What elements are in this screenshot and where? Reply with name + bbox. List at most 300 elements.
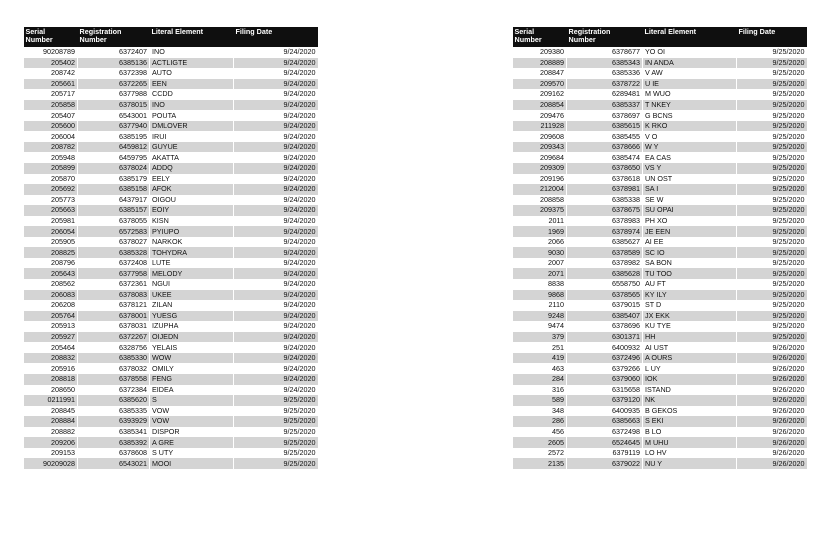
table-row [513, 247, 807, 258]
registration-number-cell: 6379060 [567, 374, 643, 385]
literal-element-cell: FENG [150, 374, 234, 385]
filing-date-cell: 9/24/2020 [234, 47, 318, 58]
literal-element-cell: G BCNS [643, 110, 737, 121]
literal-element-cell: HH [643, 332, 737, 343]
filing-date-cell: 9/25/2020 [737, 247, 807, 258]
filing-date-cell: 9/24/2020 [234, 290, 318, 301]
filing-date-cell: 9/26/2020 [737, 385, 807, 396]
literal-element-cell: EIDEA [150, 385, 234, 396]
registration-number-cell: 6558750 [567, 279, 643, 290]
serial-number-cell: 208858 [513, 195, 567, 206]
literal-element-cell: M WUO [643, 89, 737, 100]
registration-number-cell: 6385136 [78, 58, 150, 69]
registration-number-cell: 6385627 [567, 237, 643, 248]
literal-element-cell: ACTLIGTE [150, 58, 234, 69]
registration-number-cell: 6379120 [567, 395, 643, 406]
serial-number-cell: 209684 [513, 152, 567, 163]
registration-number-cell: 6379022 [567, 458, 643, 469]
literal-element-cell: M UHU [643, 437, 737, 448]
filing-date-cell: 9/24/2020 [234, 152, 318, 163]
literal-element-cell: EELY [150, 174, 234, 185]
literal-element-cell: UN OST [643, 174, 737, 185]
registration-number-cell: 6524645 [567, 437, 643, 448]
filing-date-cell: 9/25/2020 [737, 195, 807, 206]
serial-number-cell: 208854 [513, 100, 567, 111]
literal-element-cell: PH XO [643, 216, 737, 227]
table-row [513, 68, 807, 79]
registration-number-cell: 6378565 [567, 290, 643, 301]
serial-number-cell: 208650 [24, 385, 78, 396]
literal-element-cell: SU OPAI [643, 205, 737, 216]
filing-date-cell: 9/25/2020 [737, 311, 807, 322]
literal-element-cell: EEN [150, 79, 234, 90]
serial-number-cell: 419 [513, 353, 567, 364]
registration-number-cell: 6385157 [78, 205, 150, 216]
table-row [513, 374, 807, 385]
table-row [513, 184, 807, 195]
filing-date-cell: 9/25/2020 [234, 406, 318, 417]
literal-element-cell: YO OI [643, 47, 737, 58]
table-row [513, 427, 807, 438]
literal-element-cell: YUESG [150, 311, 234, 322]
table-row [24, 100, 318, 111]
filing-date-cell: 9/25/2020 [737, 110, 807, 121]
table-row [513, 163, 807, 174]
registration-number-cell: 6378982 [567, 258, 643, 269]
literal-element-cell: B GEKOS [643, 406, 737, 417]
table-row [513, 237, 807, 248]
serial-number-cell: 205661 [24, 79, 78, 90]
registration-number-cell: 6459795 [78, 152, 150, 163]
literal-element-cell: AI UST [643, 342, 737, 353]
serial-number-cell: 205643 [24, 268, 78, 279]
table-row [513, 79, 807, 90]
literal-element-cell: IRUI [150, 131, 234, 142]
table-row [24, 300, 318, 311]
table-row [513, 311, 807, 322]
registration-number-cell: 6379266 [567, 363, 643, 374]
registration-number-cell: 6377988 [78, 89, 150, 100]
table-row [24, 79, 318, 90]
serial-number-cell: 205913 [24, 321, 78, 332]
table-row [513, 448, 807, 459]
table-row [24, 68, 318, 79]
filing-date-cell: 9/24/2020 [234, 174, 318, 185]
serial-number-cell: 209162 [513, 89, 567, 100]
registration-number-cell: 6400932 [567, 342, 643, 353]
filing-date-cell: 9/25/2020 [737, 68, 807, 79]
filing-date-cell: 9/25/2020 [234, 437, 318, 448]
serial-number-cell: 90209028 [24, 458, 78, 469]
serial-number-cell: 206004 [24, 131, 78, 142]
table-row [513, 89, 807, 100]
literal-element-cell: AFOK [150, 184, 234, 195]
filing-date-cell: 9/26/2020 [737, 353, 807, 364]
filing-date-cell: 9/24/2020 [234, 100, 318, 111]
serial-number-cell: 251 [513, 342, 567, 353]
table-row [24, 163, 318, 174]
filing-date-cell: 9/25/2020 [737, 268, 807, 279]
registration-number-cell: 6459812 [78, 142, 150, 153]
literal-element-cell: S UTY [150, 448, 234, 459]
literal-element-cell: OMILY [150, 363, 234, 374]
registration-number-cell: 6378558 [78, 374, 150, 385]
literal-element-cell: JE EEN [643, 226, 737, 237]
serial-number-cell: 211928 [513, 121, 567, 132]
literal-element-cell: T NKEY [643, 100, 737, 111]
filing-date-cell: 9/25/2020 [737, 152, 807, 163]
filing-date-cell: 9/25/2020 [234, 395, 318, 406]
literal-element-cell: TOHYDRA [150, 247, 234, 258]
registration-number-cell: 6378666 [567, 142, 643, 153]
table-row [513, 205, 807, 216]
filing-date-cell: 9/26/2020 [737, 416, 807, 427]
table-row [24, 279, 318, 290]
table-row [24, 448, 318, 459]
serial-number-cell: 8838 [513, 279, 567, 290]
filing-date-cell: 9/24/2020 [234, 363, 318, 374]
filing-date-cell: 9/25/2020 [737, 237, 807, 248]
registration-number-cell: 6378675 [567, 205, 643, 216]
registration-number-cell: 6378032 [78, 363, 150, 374]
literal-element-cell: TU TOO [643, 268, 737, 279]
literal-element-cell: IZUPHA [150, 321, 234, 332]
table-row [513, 332, 807, 343]
registration-number-cell: 6385620 [78, 395, 150, 406]
table-row [24, 321, 318, 332]
serial-number-cell: 206083 [24, 290, 78, 301]
serial-number-cell: 456 [513, 427, 567, 438]
literal-element-cell: SA BON [643, 258, 737, 269]
serial-number-cell: 208742 [24, 68, 78, 79]
table-row [513, 353, 807, 364]
right-trademark-table [512, 27, 807, 469]
registration-number-cell: 6372361 [78, 279, 150, 290]
literal-element-cell: AKATTA [150, 152, 234, 163]
table-row [513, 216, 807, 227]
filing-date-cell: 9/25/2020 [737, 216, 807, 227]
serial-number-cell: 205858 [24, 100, 78, 111]
literal-element-cell: LO HV [643, 448, 737, 459]
table-row [24, 110, 318, 121]
serial-number-cell: 205916 [24, 363, 78, 374]
literal-element-cell: ISTAND [643, 385, 737, 396]
registration-number-cell: 6385337 [567, 100, 643, 111]
table-row [513, 226, 807, 237]
serial-number-cell: 1969 [513, 226, 567, 237]
header-serial-number: Serial Number [24, 27, 78, 47]
table-row [24, 226, 318, 237]
serial-number-cell: 205870 [24, 174, 78, 185]
filing-date-cell: 9/24/2020 [234, 184, 318, 195]
filing-date-cell: 9/25/2020 [234, 448, 318, 459]
serial-number-cell: 205899 [24, 163, 78, 174]
literal-element-cell: V AW [643, 68, 737, 79]
literal-element-cell: MELODY [150, 268, 234, 279]
header-registration-number: Registration Number [567, 27, 643, 47]
registration-number-cell: 6378024 [78, 163, 150, 174]
table-row [24, 332, 318, 343]
registration-number-cell: 6378722 [567, 79, 643, 90]
literal-element-cell: V O [643, 131, 737, 142]
registration-number-cell: 6385341 [78, 427, 150, 438]
registration-number-cell: 6379015 [567, 300, 643, 311]
filing-date-cell: 9/24/2020 [234, 321, 318, 332]
filing-date-cell: 9/24/2020 [234, 216, 318, 227]
header-literal-element: Literal Element [643, 27, 737, 47]
registration-number-cell: 6301371 [567, 332, 643, 343]
table-row [513, 406, 807, 417]
table-row [24, 268, 318, 279]
table-row [513, 121, 807, 132]
filing-date-cell: 9/24/2020 [234, 142, 318, 153]
serial-number-cell: 208825 [24, 247, 78, 258]
filing-date-cell: 9/25/2020 [737, 100, 807, 111]
serial-number-cell: 208796 [24, 258, 78, 269]
table-row [24, 237, 318, 248]
filing-date-cell: 9/25/2020 [737, 121, 807, 132]
table-row [513, 321, 807, 332]
left-table-body [24, 47, 318, 469]
serial-number-cell: 2011 [513, 216, 567, 227]
serial-number-cell: 208562 [24, 279, 78, 290]
serial-number-cell: 208845 [24, 406, 78, 417]
filing-date-cell: 9/25/2020 [737, 205, 807, 216]
filing-date-cell: 9/25/2020 [737, 131, 807, 142]
literal-element-cell: A OURS [643, 353, 737, 364]
registration-number-cell: 6378983 [567, 216, 643, 227]
registration-number-cell: 6378697 [567, 110, 643, 121]
table-row [513, 258, 807, 269]
registration-number-cell: 6378981 [567, 184, 643, 195]
table-row [24, 174, 318, 185]
literal-element-cell: AUTO [150, 68, 234, 79]
table-row [24, 311, 318, 322]
filing-date-cell: 9/24/2020 [234, 332, 318, 343]
literal-element-cell: VOW [150, 416, 234, 427]
filing-date-cell: 9/25/2020 [737, 47, 807, 58]
registration-number-cell: 6385335 [78, 406, 150, 417]
serial-number-cell: 589 [513, 395, 567, 406]
serial-number-cell: 2572 [513, 448, 567, 459]
table-row [24, 121, 318, 132]
filing-date-cell: 9/25/2020 [737, 58, 807, 69]
filing-date-cell: 9/26/2020 [737, 374, 807, 385]
table-row [24, 258, 318, 269]
serial-number-cell: 209206 [24, 437, 78, 448]
table-row [513, 300, 807, 311]
table-row [513, 385, 807, 396]
registration-number-cell: 6378677 [567, 47, 643, 58]
table-row [24, 152, 318, 163]
registration-number-cell: 6393929 [78, 416, 150, 427]
literal-element-cell: DISPOR [150, 427, 234, 438]
serial-number-cell: 284 [513, 374, 567, 385]
registration-number-cell: 6437917 [78, 195, 150, 206]
literal-element-cell: A GRE [150, 437, 234, 448]
literal-element-cell: CCDD [150, 89, 234, 100]
literal-element-cell: JX EKK [643, 311, 737, 322]
header-serial-number: Serial Number [513, 27, 567, 47]
serial-number-cell: 212004 [513, 184, 567, 195]
registration-number-cell: 6385615 [567, 121, 643, 132]
table-row [513, 110, 807, 121]
registration-number-cell: 6385628 [567, 268, 643, 279]
table-row [24, 353, 318, 364]
registration-number-cell: 6372384 [78, 385, 150, 396]
table-row [513, 395, 807, 406]
table-row [513, 437, 807, 448]
table-row [24, 184, 318, 195]
filing-date-cell: 9/24/2020 [234, 385, 318, 396]
literal-element-cell: SE W [643, 195, 737, 206]
serial-number-cell: 208818 [24, 374, 78, 385]
literal-element-cell: POUTA [150, 110, 234, 121]
literal-element-cell: OIGOU [150, 195, 234, 206]
registration-number-cell: 6289481 [567, 89, 643, 100]
filing-date-cell: 9/24/2020 [234, 131, 318, 142]
filing-date-cell: 9/24/2020 [234, 258, 318, 269]
filing-date-cell: 9/24/2020 [234, 342, 318, 353]
registration-number-cell: 6378083 [78, 290, 150, 301]
literal-element-cell: VOW [150, 406, 234, 417]
literal-element-cell: L UY [643, 363, 737, 374]
table-row [24, 89, 318, 100]
serial-number-cell: 316 [513, 385, 567, 396]
serial-number-cell: 209380 [513, 47, 567, 58]
filing-date-cell: 9/25/2020 [737, 321, 807, 332]
literal-element-cell: EOIY [150, 205, 234, 216]
filing-date-cell: 9/25/2020 [737, 79, 807, 90]
literal-element-cell: NK [643, 395, 737, 406]
filing-date-cell: 9/24/2020 [234, 89, 318, 100]
table-row [513, 268, 807, 279]
table-row [513, 100, 807, 111]
table-row [24, 290, 318, 301]
filing-date-cell: 9/26/2020 [737, 342, 807, 353]
table-row [24, 131, 318, 142]
literal-element-cell: LUTE [150, 258, 234, 269]
literal-element-cell: MOOI [150, 458, 234, 469]
filing-date-cell: 9/24/2020 [234, 68, 318, 79]
filing-date-cell: 9/24/2020 [234, 205, 318, 216]
serial-number-cell: 9248 [513, 311, 567, 322]
serial-number-cell: 2071 [513, 268, 567, 279]
filing-date-cell: 9/25/2020 [737, 258, 807, 269]
registration-number-cell: 6378650 [567, 163, 643, 174]
serial-number-cell: 9868 [513, 290, 567, 301]
serial-number-cell: 209153 [24, 448, 78, 459]
serial-number-cell: 90208789 [24, 47, 78, 58]
serial-number-cell: 2110 [513, 300, 567, 311]
literal-element-cell: GUYUE [150, 142, 234, 153]
serial-number-cell: 209476 [513, 110, 567, 121]
table-row [513, 279, 807, 290]
serial-number-cell: 209343 [513, 142, 567, 153]
registration-number-cell: 6372408 [78, 258, 150, 269]
registration-number-cell: 6400935 [567, 406, 643, 417]
registration-number-cell: 6385336 [567, 68, 643, 79]
registration-number-cell: 6385392 [78, 437, 150, 448]
registration-number-cell: 6379119 [567, 448, 643, 459]
table-row [24, 142, 318, 153]
serial-number-cell: 209570 [513, 79, 567, 90]
filing-date-cell: 9/26/2020 [737, 406, 807, 417]
literal-element-cell: SA I [643, 184, 737, 195]
table-row [513, 174, 807, 185]
serial-number-cell: 205663 [24, 205, 78, 216]
serial-number-cell: 205927 [24, 332, 78, 343]
filing-date-cell: 9/25/2020 [737, 300, 807, 311]
filing-date-cell: 9/25/2020 [737, 279, 807, 290]
filing-date-cell: 9/24/2020 [234, 300, 318, 311]
registration-number-cell: 6543021 [78, 458, 150, 469]
serial-number-cell: 205764 [24, 311, 78, 322]
table-row [24, 195, 318, 206]
filing-date-cell: 9/26/2020 [737, 437, 807, 448]
serial-number-cell: 205905 [24, 237, 78, 248]
serial-number-cell: 205407 [24, 110, 78, 121]
filing-date-cell: 9/25/2020 [737, 226, 807, 237]
serial-number-cell: 2066 [513, 237, 567, 248]
table-row [513, 416, 807, 427]
literal-element-cell: NGUI [150, 279, 234, 290]
serial-number-cell: 206054 [24, 226, 78, 237]
registration-number-cell: 6377958 [78, 268, 150, 279]
registration-number-cell: 6385330 [78, 353, 150, 364]
serial-number-cell: 208847 [513, 68, 567, 79]
filing-date-cell: 9/25/2020 [737, 89, 807, 100]
serial-number-cell: 208882 [24, 427, 78, 438]
filing-date-cell: 9/26/2020 [737, 395, 807, 406]
header-literal-element: Literal Element [150, 27, 234, 47]
filing-date-cell: 9/25/2020 [737, 163, 807, 174]
registration-number-cell: 6543001 [78, 110, 150, 121]
filing-date-cell: 9/24/2020 [234, 163, 318, 174]
literal-element-cell: KU TYE [643, 321, 737, 332]
literal-element-cell: KY ILY [643, 290, 737, 301]
registration-number-cell: 6385343 [567, 58, 643, 69]
serial-number-cell: 0211991 [24, 395, 78, 406]
table-row [24, 342, 318, 353]
registration-number-cell: 6378121 [78, 300, 150, 311]
registration-number-cell: 6378001 [78, 311, 150, 322]
serial-number-cell: 205464 [24, 342, 78, 353]
serial-number-cell: 205692 [24, 184, 78, 195]
literal-element-cell: VS Y [643, 163, 737, 174]
table-row [24, 374, 318, 385]
serial-number-cell: 2007 [513, 258, 567, 269]
literal-element-cell: PYIUPO [150, 226, 234, 237]
serial-number-cell: 205773 [24, 195, 78, 206]
table-row [513, 458, 807, 469]
literal-element-cell: S EKI [643, 416, 737, 427]
serial-number-cell: 463 [513, 363, 567, 374]
serial-number-cell: 9474 [513, 321, 567, 332]
registration-number-cell: 6377940 [78, 121, 150, 132]
literal-element-cell: U IE [643, 79, 737, 90]
table-row [513, 152, 807, 163]
table-row [24, 58, 318, 69]
table-row [513, 363, 807, 374]
serial-number-cell: 2135 [513, 458, 567, 469]
filing-date-cell: 9/26/2020 [737, 427, 807, 438]
filing-date-cell: 9/24/2020 [234, 268, 318, 279]
registration-number-cell: 6385179 [78, 174, 150, 185]
registration-number-cell: 6385474 [567, 152, 643, 163]
literal-element-cell: NARKOK [150, 237, 234, 248]
registration-number-cell: 6378696 [567, 321, 643, 332]
